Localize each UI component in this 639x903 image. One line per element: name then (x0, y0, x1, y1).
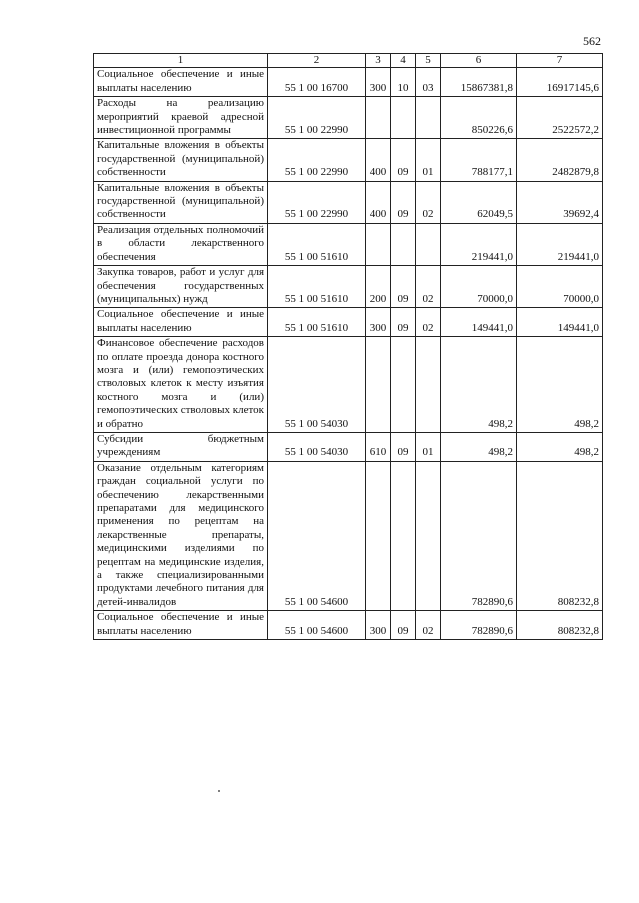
table-row (94, 611, 603, 640)
row-name: Закупка товаров, работ и услуг для обеспечения государственных (муниципальных) нужд (94, 266, 268, 308)
row-name: Реализация отдельных полномочий в области лекарственного обеспечения (94, 223, 268, 265)
stray-mark (218, 790, 220, 792)
table-row (94, 266, 603, 308)
row-amount-7: 39692,4 (517, 181, 603, 223)
row-col3 (366, 97, 391, 139)
row-amount-7: 498,2 (517, 432, 603, 461)
header-col-4: 4 (391, 54, 416, 68)
row-col3: 400 (366, 181, 391, 223)
row-code: 55 1 00 22990 (268, 97, 366, 139)
row-col3: 300 (366, 308, 391, 337)
row-amount-6: 498,2 (441, 432, 517, 461)
row-col5: 01 (416, 432, 441, 461)
row-col5: 02 (416, 308, 441, 337)
row-amount-6: 498,2 (441, 337, 517, 433)
row-col4: 09 (391, 611, 416, 640)
row-col5 (416, 97, 441, 139)
row-amount-6: 782890,6 (441, 461, 517, 610)
header-row (94, 54, 603, 68)
row-code: 55 1 00 54030 (268, 432, 366, 461)
table-row (94, 181, 603, 223)
row-amount-6: 850226,6 (441, 97, 517, 139)
row-amount-7: 2522572,2 (517, 97, 603, 139)
row-col5: 02 (416, 611, 441, 640)
row-amount-7: 219441,0 (517, 223, 603, 265)
row-name: Капитальные вложения в объекты государственной (муниципальной) собственности (94, 181, 268, 223)
table-row (94, 337, 603, 433)
row-code: 55 1 00 51610 (268, 308, 366, 337)
row-amount-6: 149441,0 (441, 308, 517, 337)
row-name: Оказание отдельным категориям граждан социальной услуги по обеспечению лекарственными препаратами для медицинского применения по рецептам на лекарственные препараты, медицинскими изделиями по рецептам на медицинские изделия, а также специализированными продуктами лечебного питания для детей-инвалидов (94, 461, 268, 610)
row-col3 (366, 223, 391, 265)
row-amount-6: 782890,6 (441, 611, 517, 640)
row-col5: 02 (416, 181, 441, 223)
row-code: 55 1 00 22990 (268, 181, 366, 223)
row-name: Социальное обеспечение и иные выплаты населению (94, 611, 268, 640)
row-col5 (416, 461, 441, 610)
row-code: 55 1 00 54600 (268, 461, 366, 610)
table-row (94, 139, 603, 181)
table-row (94, 461, 603, 610)
row-col5: 02 (416, 266, 441, 308)
table-row (94, 308, 603, 337)
row-name: Социальное обеспечение и иные выплаты населению (94, 308, 268, 337)
row-col5: 03 (416, 68, 441, 97)
header-col-2: 2 (268, 54, 366, 68)
row-amount-7: 149441,0 (517, 308, 603, 337)
header-col-1: 1 (94, 54, 268, 68)
row-col4 (391, 223, 416, 265)
row-amount-7: 16917145,6 (517, 68, 603, 97)
row-col4: 09 (391, 432, 416, 461)
row-name: Расходы на реализацию мероприятий краевой адресной инвестиционной программы (94, 97, 268, 139)
row-amount-7: 70000,0 (517, 266, 603, 308)
row-col4: 10 (391, 68, 416, 97)
row-code: 55 1 00 22990 (268, 139, 366, 181)
header-col-5: 5 (416, 54, 441, 68)
row-col3: 610 (366, 432, 391, 461)
row-col5 (416, 337, 441, 433)
row-name: Социальное обеспечение и иные выплаты населению (94, 68, 268, 97)
row-name: Субсидии бюджетным учреждениям (94, 432, 268, 461)
row-col4: 09 (391, 139, 416, 181)
row-col3: 300 (366, 611, 391, 640)
row-col3 (366, 337, 391, 433)
row-amount-7: 808232,8 (517, 461, 603, 610)
row-code: 55 1 00 16700 (268, 68, 366, 97)
budget-table (93, 53, 603, 640)
row-amount-7: 498,2 (517, 337, 603, 433)
row-amount-6: 62049,5 (441, 181, 517, 223)
row-col3: 200 (366, 266, 391, 308)
row-col5: 01 (416, 139, 441, 181)
row-col5 (416, 223, 441, 265)
row-amount-6: 15867381,8 (441, 68, 517, 97)
row-col4: 09 (391, 308, 416, 337)
row-code: 55 1 00 54030 (268, 337, 366, 433)
header-col-3: 3 (366, 54, 391, 68)
table-row (94, 432, 603, 461)
row-code: 55 1 00 51610 (268, 223, 366, 265)
row-amount-7: 2482879,8 (517, 139, 603, 181)
table-row (94, 68, 603, 97)
table-row (94, 223, 603, 265)
row-col4 (391, 461, 416, 610)
row-amount-6: 219441,0 (441, 223, 517, 265)
header-col-6: 6 (441, 54, 517, 68)
row-col4 (391, 337, 416, 433)
row-col3: 400 (366, 139, 391, 181)
row-code: 55 1 00 51610 (268, 266, 366, 308)
row-name: Финансовое обеспечение расходов по оплате проезда донора костного мозга и (или) гемопоэтических стволовых клеток к месту изъятия костного мозга и (или) гемопоэтических стволовых клеток и обратно (94, 337, 268, 433)
row-code: 55 1 00 54600 (268, 611, 366, 640)
row-amount-7: 808232,8 (517, 611, 603, 640)
row-col4: 09 (391, 266, 416, 308)
row-col4 (391, 97, 416, 139)
header-col-7: 7 (517, 54, 603, 68)
row-name: Капитальные вложения в объекты государственной (муниципальной) собственности (94, 139, 268, 181)
row-amount-6: 788177,1 (441, 139, 517, 181)
row-col3: 300 (366, 68, 391, 97)
table-row (94, 97, 603, 139)
row-col3 (366, 461, 391, 610)
page-number: 562 (583, 34, 601, 48)
row-col4: 09 (391, 181, 416, 223)
row-amount-6: 70000,0 (441, 266, 517, 308)
